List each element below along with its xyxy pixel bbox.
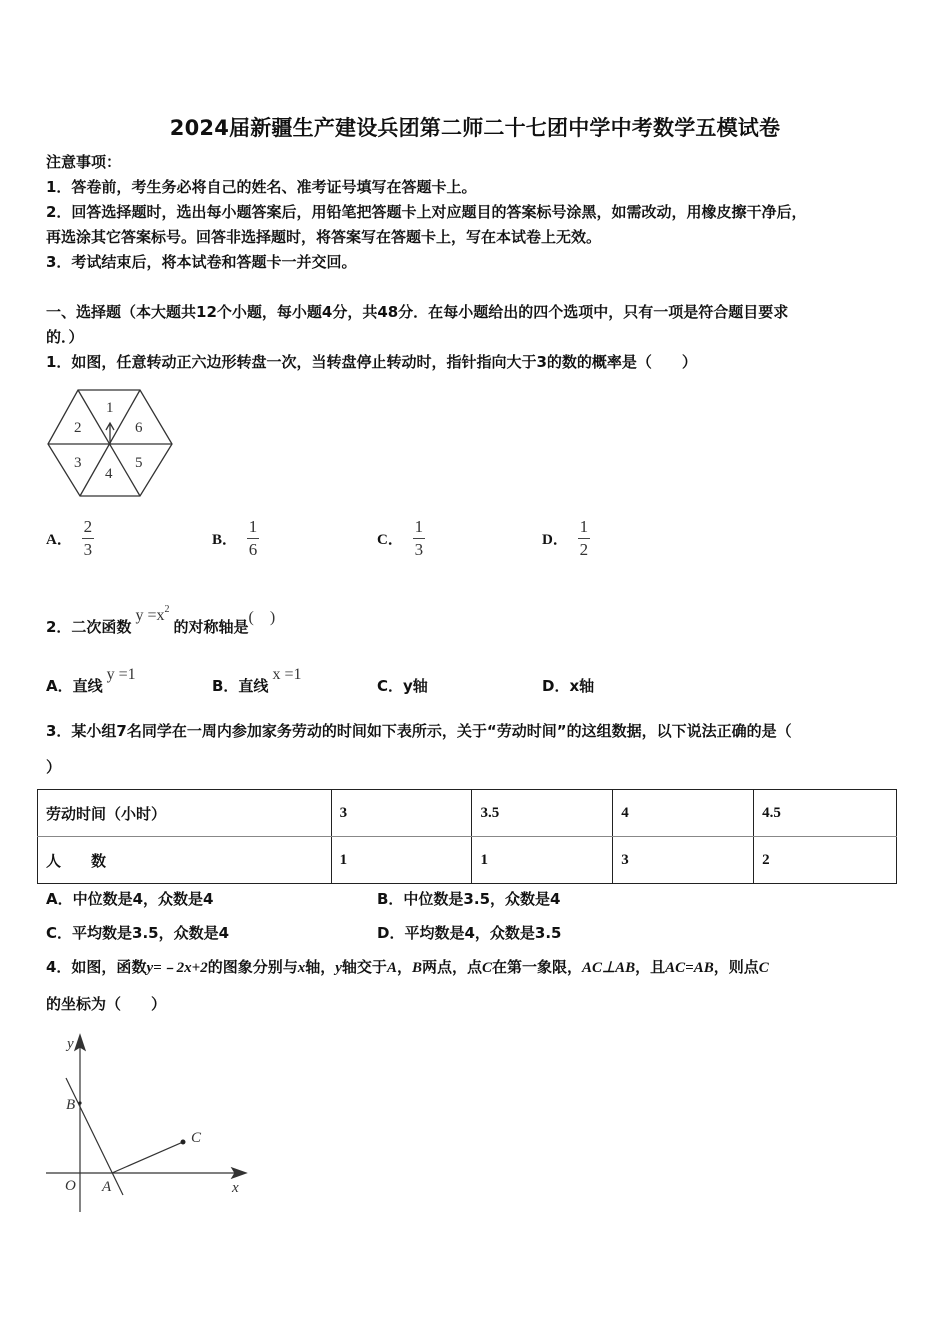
point-c-label: C xyxy=(191,1130,202,1146)
origin-label: O xyxy=(65,1178,76,1194)
table-row xyxy=(38,790,897,837)
q2-option-b[interactable]: B．直线x =1 xyxy=(212,666,302,695)
table-cell: 3.5 xyxy=(472,790,613,837)
table-cell: 3 xyxy=(331,790,472,837)
fraction: $\frac{1}{6}$ xyxy=(248,517,258,559)
x-axis-label: x xyxy=(232,1180,239,1196)
section-heading-cont: 的．） xyxy=(46,328,84,346)
hexagon-spinner-figure xyxy=(44,388,180,500)
q1-option-d[interactable]: D． $\frac{1}{2}$ xyxy=(542,517,589,559)
q2-option-c[interactable]: C．y轴 xyxy=(377,677,428,695)
question-4-stem: 4．如图，函数y=﹣2x+2的图象分别与x轴，y轴交于A，B两点，点C在第一象限，AC⊥AB，且AC=AB，则点C xyxy=(46,958,769,976)
q3-option-d[interactable]: D．平均数是4，众数是3.5 xyxy=(377,924,562,942)
formula: y =x xyxy=(135,607,165,624)
sector-label: 6 xyxy=(135,420,143,436)
q2-option-d[interactable]: D．x轴 xyxy=(542,677,595,695)
sector-label: 5 xyxy=(135,455,143,471)
q3-option-a[interactable]: A．中位数是4，众数是4 xyxy=(46,890,214,908)
table-row xyxy=(38,837,897,884)
q3-option-b[interactable]: B．中位数是3.5，众数是4 xyxy=(377,890,561,908)
table-header-cell: 劳动时间（小时） xyxy=(38,790,332,837)
table-cell: 1 xyxy=(331,837,472,884)
sector-label: 1 xyxy=(106,400,114,416)
y-axis-label: y xyxy=(67,1036,74,1052)
notice-item: 3．考试结束后，将本试卷和答题卡一并交回。 xyxy=(46,253,357,271)
sector-label: 2 xyxy=(74,420,82,436)
table-cell: 1 xyxy=(472,837,613,884)
labor-time-table xyxy=(37,789,897,884)
point-b-label: B xyxy=(66,1097,76,1113)
sector-label: 3 xyxy=(74,455,82,471)
question-4-stem-cont: 的坐标为（ ） xyxy=(46,995,167,1013)
table-header-cell: 人 数 xyxy=(38,837,332,884)
question-3-stem-cont: ） xyxy=(46,758,62,776)
fraction: $\frac{1}{3}$ xyxy=(414,517,424,559)
question-3-stem: 3．某小组7名同学在一周内参加家务劳动的时间如下表所示，关于“劳动时间”的这组数据，以下说法正确的是（ xyxy=(46,722,792,740)
question-1-stem: 1．如图，任意转动正六边形转盘一次，当转盘停止转动时，指针指向大于3的数的概率是（ ） xyxy=(46,353,697,371)
q1-option-c[interactable]: C． $\frac{1}{3}$ xyxy=(377,517,424,559)
point-a-label: A xyxy=(102,1179,112,1195)
notice-heading: 注意事项： xyxy=(46,153,122,171)
table-cell: 4.5 xyxy=(754,790,897,837)
table-cell: 2 xyxy=(754,837,897,884)
q2-option-a[interactable]: A．直线y =1 xyxy=(46,666,136,695)
question-2-stem: 2．二次函数$y =x^2$的对称轴是( ) xyxy=(46,604,276,636)
notice-item: 再选涂其它答案标号。回答非选择题时，将答案写在答题卡上，写在本试卷上无效。 xyxy=(46,228,602,246)
coordinate-figure xyxy=(40,1030,255,1220)
fraction: $\frac{2}{3}$ xyxy=(83,517,93,559)
fraction: $\frac{1}{2}$ xyxy=(579,517,589,559)
q1-option-b[interactable]: B． $\frac{1}{6}$ xyxy=(212,517,258,559)
sector-label: 4 xyxy=(105,466,113,482)
table-cell: 3 xyxy=(613,837,754,884)
page-title: 2024届新疆生产建设兵团第二师二十七团中学中考数学五模试卷 xyxy=(169,116,781,140)
notice-item: 1．答卷前，考生务必将自己的姓名、准考证号填写在答题卡上。 xyxy=(46,178,477,196)
section-heading: 一、选择题（本大题共12个小题，每小题4分，共48分．在每小题给出的四个选项中，只有一项是符合题目要求 xyxy=(46,303,789,321)
q1-option-a[interactable]: A． $\frac{2}{3}$ xyxy=(46,517,93,559)
table-cell: 4 xyxy=(613,790,754,837)
q3-option-c[interactable]: C．平均数是3.5，众数是4 xyxy=(46,924,230,942)
notice-item: 2．回答选择题时，选出每小题答案后，用铅笔把答题卡上对应题目的答案标号涂黑，如需改动，用橡皮擦干净后， xyxy=(46,203,807,221)
